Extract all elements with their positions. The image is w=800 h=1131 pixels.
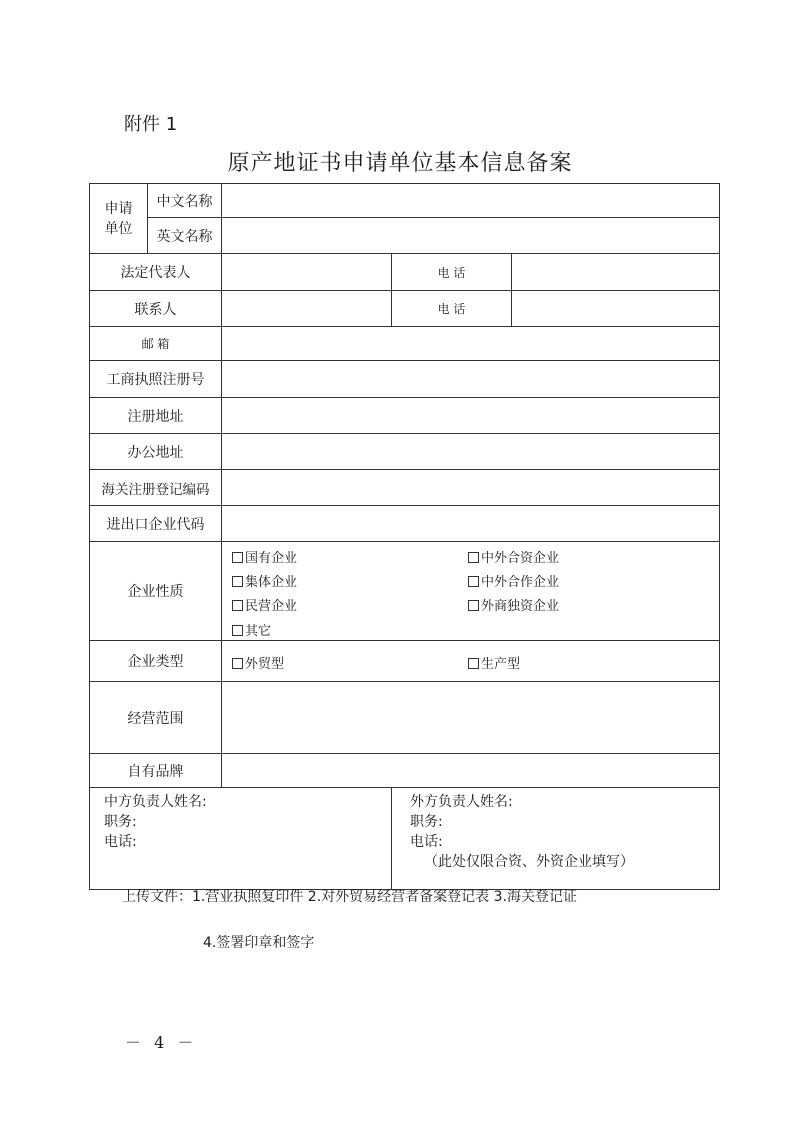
applicant-group-label: 申请单位	[90, 184, 148, 254]
foreign-head-note: （此处仅限合资、外资企业填写）	[424, 854, 634, 870]
english-name-label: 英文名称	[148, 218, 222, 254]
import-export-code-label: 进出口企业代码	[90, 506, 222, 542]
english-name-field[interactable]	[222, 218, 720, 254]
upload-files-line-2: 4.签署印章和签字	[203, 935, 315, 951]
type-options	[222, 641, 720, 682]
registered-address-label: 注册地址	[90, 398, 222, 434]
email-field[interactable]	[222, 327, 720, 361]
checkbox[interactable]	[468, 552, 479, 563]
customs-code-field[interactable]	[222, 470, 720, 506]
phone-field-2[interactable]	[512, 291, 720, 327]
registered-address-field[interactable]	[222, 398, 720, 434]
type-option[interactable]: 外贸型	[232, 653, 284, 672]
phone-label-1: 电 话	[392, 254, 512, 291]
business-license-label: 工商执照注册号	[90, 361, 222, 398]
business-license-field[interactable]	[222, 361, 720, 398]
phone-field-1[interactable]	[512, 254, 720, 291]
nature-label: 企业性质	[90, 542, 222, 641]
contact-label: 联系人	[90, 291, 222, 327]
checkbox[interactable]	[232, 625, 243, 636]
import-export-code-field[interactable]	[222, 506, 720, 542]
foreign-head-phone-label: 电话:	[410, 834, 443, 850]
chinese-name-field[interactable]	[222, 184, 720, 218]
customs-code-label: 海关注册登记编码	[90, 470, 222, 506]
brand-field[interactable]	[222, 754, 720, 788]
nature-option[interactable]: 外商独资企业	[468, 595, 559, 614]
nature-option[interactable]: 中外合资企业	[468, 547, 559, 566]
type-label: 企业类型	[90, 641, 222, 682]
checkbox[interactable]	[468, 600, 479, 611]
document-title: 原产地证书申请单位基本信息备案	[227, 151, 573, 176]
checkbox[interactable]	[232, 658, 243, 669]
phone-label-2: 电 话	[392, 291, 512, 327]
checkbox[interactable]	[468, 658, 479, 669]
brand-label: 自有品牌	[90, 754, 222, 788]
office-address-label: 办公地址	[90, 434, 222, 470]
foreign-head-position-label: 职务:	[410, 814, 443, 830]
scope-label: 经营范围	[90, 682, 222, 754]
nature-option[interactable]: 国有企业	[232, 547, 297, 566]
attachment-label: 附件 1	[124, 114, 178, 135]
checkbox[interactable]	[468, 576, 479, 587]
chinese-name-label: 中文名称	[148, 184, 222, 218]
registration-form-table	[89, 183, 720, 890]
foreign-head-name-label: 外方负责人姓名:	[410, 794, 513, 810]
office-address-field[interactable]	[222, 434, 720, 470]
page-number: － 4 －	[125, 1033, 198, 1052]
type-option[interactable]: 生产型	[468, 653, 520, 672]
chinese-head-phone-label: 电话:	[104, 834, 137, 850]
nature-option[interactable]: 其它	[232, 620, 271, 639]
legal-rep-label: 法定代表人	[90, 254, 222, 291]
checkbox[interactable]	[232, 600, 243, 611]
nature-option[interactable]: 民营企业	[232, 595, 297, 614]
nature-options	[222, 542, 720, 641]
contact-field[interactable]	[222, 291, 392, 327]
scope-field[interactable]	[222, 682, 720, 754]
checkbox[interactable]	[232, 552, 243, 563]
email-label: 邮 箱	[90, 327, 222, 361]
nature-option[interactable]: 集体企业	[232, 571, 297, 590]
upload-files-line-1: 上传文件：1.营业执照复印件 2.对外贸易经营者备案登记表 3.海关登记证	[122, 889, 577, 905]
chinese-head-section[interactable]	[90, 788, 392, 890]
chinese-head-name-label: 中方负责人姓名:	[104, 794, 207, 810]
nature-option[interactable]: 中外合作企业	[468, 571, 559, 590]
legal-rep-field[interactable]	[222, 254, 392, 291]
chinese-head-position-label: 职务:	[104, 814, 137, 830]
checkbox[interactable]	[232, 576, 243, 587]
foreign-head-section[interactable]	[392, 788, 720, 890]
